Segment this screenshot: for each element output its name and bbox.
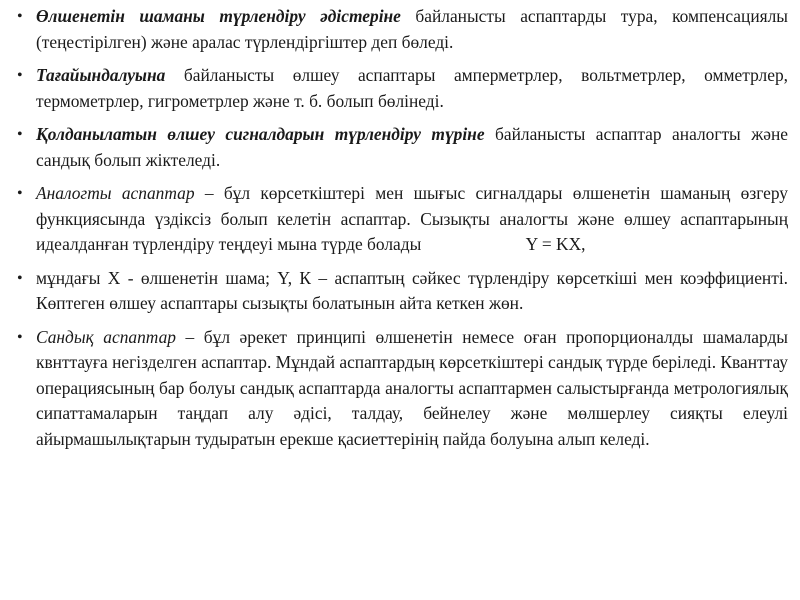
bullet-term: Қолданылатын өлшеу сигналдарын түрлендіру түріне (36, 124, 485, 144)
bullet-text: байланысты аспаптар аналогты және сандық болып жіктеледі. (36, 124, 788, 170)
bullet-item-purpose (16, 63, 788, 114)
bullet-text: мұндағы Х - өлшенетін шама; Y, К – аспаптың сәйкес түрлендіру көрсеткіші мен коэффициенті. Көптеген өлшеу аспаптары сызықты болатынын айта кеткен жөн. (36, 267, 788, 313)
bullet-item-where-explanation (16, 266, 788, 317)
formula: Y = KX, (525, 234, 586, 254)
bullet-item-signal-conversion (16, 122, 788, 173)
bullet-term: Тағайындалуына (36, 65, 166, 85)
bullet-item-measurement-methods (16, 4, 788, 55)
bullet-text: – бұл көрсеткіштері мен шығыс сигналдары өлшенетін шаманың өзгеру функциясында үздіксіз болып келетін аспаптар. Сызықты аналогты және өлшеу аспаптарының идеалданған түрлендіру теңдеуі мына түрде болады (36, 183, 788, 254)
bullet-item-digital-devices (16, 325, 788, 453)
bullet-term: Өлшенетін шаманы түрлендіру әдістеріне (36, 6, 401, 26)
bullet-term: Аналогты аспаптар (36, 183, 195, 203)
bullet-icon: • (17, 126, 23, 143)
bullet-list (16, 4, 788, 460)
bullet-icon: • (17, 67, 23, 84)
bullet-icon: • (17, 328, 23, 346)
bullet-icon: • (17, 8, 23, 25)
bullet-icon: • (17, 269, 23, 287)
bullet-item-analog-devices (16, 181, 788, 258)
bullet-text: байланысты аспаптарды тура, компенсациялы (теңестірілген) және аралас түрлендіргіштер деп бөледі. (36, 6, 788, 52)
bullet-icon: • (17, 185, 23, 202)
bullet-text: – бұл әрекет принципі өлшенетін немесе оған пропорционалды шамаларды квнттауға негізделген аспаптар. Мұндай аспаптардың көрсеткіштері сандық түрде беріледі. Кванттау операциясының бар болуы сандық аспаптарда аналогты аспаптармен салыстырғанда метрологиялық сипаттамаларын таңдап алу әдісі, талдау, бейнелеу және мөлшерлеу сияқты елеулі айырмашылықтарын тудыратын ерекше қасиеттерінің пайда болуына алып келеді. (36, 326, 788, 449)
bullet-term: Сандық аспаптар (36, 326, 176, 347)
bullet-text: байланысты өлшеу аспаптары амперметрлер, вольтметрлер, омметрлер, термометрлер, гигрометрлер және т. б. болып бөлінеді. (36, 65, 788, 111)
